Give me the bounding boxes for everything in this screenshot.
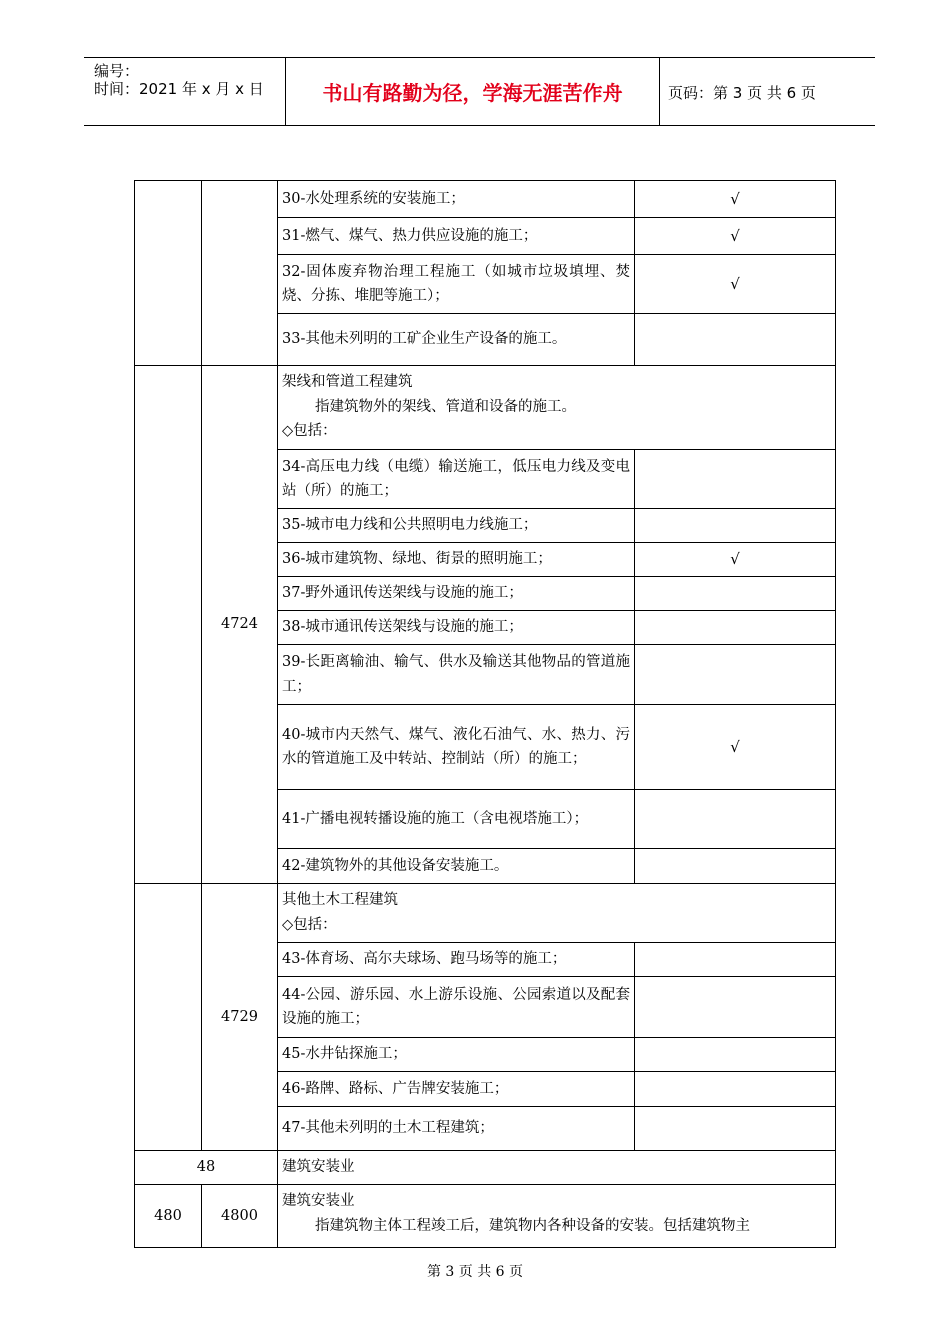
check-mark-39 — [635, 645, 836, 705]
includes-label: ◇包括： — [282, 423, 337, 439]
header-bottom-rule — [84, 125, 875, 126]
category-code-48: 48 — [135, 1151, 278, 1185]
classification-table — [134, 180, 836, 1248]
category-code-4800: 4800 — [202, 1185, 278, 1248]
item-47: 47-其他未列明的土木工程建筑； — [278, 1107, 635, 1151]
check-mark-41 — [635, 790, 836, 849]
header-page-label: 页码：第 3 页 共 6 页 — [668, 84, 816, 102]
item-38: 38-城市通讯传送架线与设施的施工； — [278, 611, 635, 645]
category-description: 指建筑物外的架线、管道和设备的施工。 — [315, 398, 576, 415]
item-46: 46-路牌、路标、广告牌安装施工； — [278, 1072, 635, 1107]
category-heading-4724 — [278, 366, 836, 450]
header-motto: 书山有路勤为径，学海无涯苦作舟 — [322, 81, 623, 105]
category-code-480: 480 — [135, 1185, 202, 1248]
major-code-cell — [135, 366, 202, 884]
item-32: 32-固体废弃物治理工程施工（如城市垃圾填埋、焚烧、分拣、堆肥等施工）； — [278, 255, 635, 314]
check-mark-40: √ — [635, 705, 836, 790]
major-code-cell — [135, 884, 202, 1151]
header-top-rule — [84, 57, 875, 58]
item-41: 41-广播电视转播设施的施工（含电视塔施工）； — [278, 790, 635, 849]
item-44: 44-公园、游乐园、水上游乐设施、公园索道以及配套设施的施工； — [278, 977, 635, 1038]
category-code-4724: 4724 — [202, 366, 278, 884]
item-42: 42-建筑物外的其他设备安装施工。 — [278, 849, 635, 884]
table-row — [135, 1151, 836, 1185]
category-title: 架线和管道工程建筑 — [282, 374, 413, 390]
page-footer: 第 3 页 共 6 页 — [426, 1264, 524, 1280]
table-row — [135, 366, 836, 450]
check-mark-42 — [635, 849, 836, 884]
item-40: 40-城市内天然气、煤气、液化石油气、水、热力、污水的管道施工及中转站、控制站（所）的施工； — [278, 705, 635, 790]
category-heading-4729 — [278, 884, 836, 943]
document-number-label: 编号： — [94, 62, 140, 80]
category-description: 指建筑物主体工程竣工后，建筑物内各种设备的安装。包括建筑物主 — [315, 1217, 750, 1234]
table-row — [135, 1185, 836, 1248]
minor-code-cell — [202, 181, 278, 366]
item-36: 36-城市建筑物、绿地、街景的照明施工； — [278, 543, 635, 577]
major-code-cell — [135, 181, 202, 366]
check-mark-37 — [635, 577, 836, 611]
check-mark-36: √ — [635, 543, 836, 577]
item-34: 34-高压电力线（电缆）输送施工，低压电力线及变电站（所）的施工； — [278, 450, 635, 509]
table-row — [135, 181, 836, 218]
check-mark-47 — [635, 1107, 836, 1151]
check-mark-44 — [635, 977, 836, 1038]
item-31: 31-燃气、煤气、热力供应设施的施工； — [278, 218, 635, 255]
category-title: 其他土木工程建筑 — [282, 892, 398, 908]
item-39: 39-长距离输油、输气、供水及输送其他物品的管道施工； — [278, 645, 635, 705]
item-45: 45-水井钻探施工； — [278, 1038, 635, 1072]
item-43: 43-体育场、高尔夫球场、跑马场等的施工； — [278, 943, 635, 977]
includes-label: ◇包括： — [282, 916, 337, 933]
check-mark-33 — [635, 314, 836, 366]
category-title-48: 建筑安装业 — [278, 1151, 836, 1185]
item-33: 33-其他未列明的工矿企业生产设备的施工。 — [278, 314, 635, 366]
category-code-4729: 4729 — [202, 884, 278, 1151]
check-mark-32: √ — [635, 255, 836, 314]
check-mark-46 — [635, 1072, 836, 1107]
check-mark-35 — [635, 509, 836, 543]
check-mark-45 — [635, 1038, 836, 1072]
check-mark-30: √ — [635, 181, 836, 218]
item-35: 35-城市电力线和公共照明电力线施工； — [278, 509, 635, 543]
document-time-label: 时间：2021 年 x 月 x 日 — [94, 80, 264, 98]
check-mark-43 — [635, 943, 836, 977]
item-37: 37-野外通讯传送架线与设施的施工； — [278, 577, 635, 611]
category-heading-4800 — [278, 1185, 836, 1248]
item-30: 30-水处理系统的安装施工； — [278, 181, 635, 218]
check-mark-34 — [635, 450, 836, 509]
header-divider-right — [659, 57, 660, 126]
check-mark-38 — [635, 611, 836, 645]
table-row — [135, 884, 836, 943]
category-title: 建筑安装业 — [282, 1193, 355, 1209]
check-mark-31: √ — [635, 218, 836, 255]
